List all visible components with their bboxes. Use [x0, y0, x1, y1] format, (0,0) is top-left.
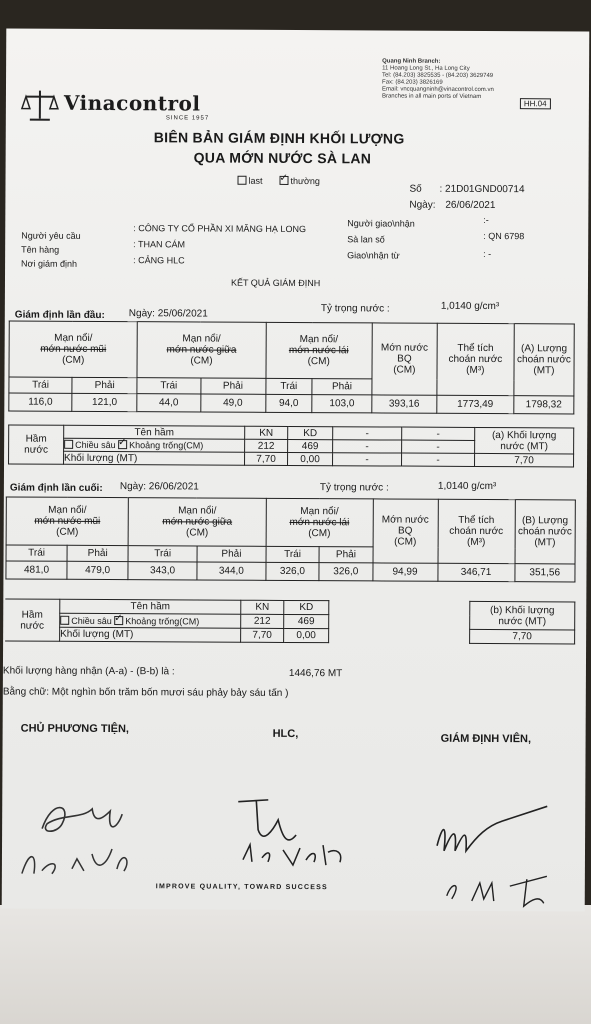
tank-label: Hầm nước — [9, 425, 64, 464]
col-draft-header: Mớn nước BQ (CM) — [372, 323, 437, 395]
dash-cell: - — [402, 440, 475, 453]
company-logo-text: Vinacontrol — [63, 90, 201, 116]
table-cell: 94,99 — [372, 563, 437, 581]
dash-cell: - — [402, 427, 475, 440]
branch-line: Branches in all main ports of Vietnam — [381, 93, 482, 100]
table-cell: 326,0 — [266, 562, 319, 580]
branch-line: Quang Ninh Branch: — [382, 58, 441, 65]
last-water-mass-value: 7,70 — [470, 629, 575, 644]
total-value: 1446,76 MT — [288, 667, 343, 680]
col-mid-header: Mạn nổi/ mớn nước giữa (CM) — [128, 498, 266, 547]
last-density-label: Tỷ trọng nước : — [319, 482, 389, 494]
blank-cell — [397, 629, 470, 643]
blank-cell — [397, 601, 470, 615]
regular-checkbox[interactable] — [279, 176, 288, 185]
result-title: KẾT QUẢ GIÁM ĐỊNH — [230, 277, 321, 289]
table-cell: 1773,49 — [437, 395, 514, 413]
space-checkbox[interactable] — [114, 616, 123, 625]
tank-name-header: Tên hầm — [60, 599, 241, 614]
place-value: : CẢNG HLC — [133, 255, 185, 266]
blank-cell — [329, 601, 398, 615]
right-header: Phải — [319, 547, 372, 563]
space-checkbox[interactable] — [118, 440, 127, 449]
amount-in-words: Bằng chữ: Một nghìn bốn trăm bốn mươi sáu phảy bảy sáu tấn ) — [2, 686, 289, 699]
blank-cell — [329, 629, 398, 643]
right-header: Phải — [197, 546, 266, 562]
tank-name-header: Tên hầm — [64, 425, 245, 439]
col-fwd-header: Mạn nổi/ mớn nước mũi (CM) — [9, 321, 138, 378]
table-cell: 326,0 — [319, 563, 372, 581]
table-cell: 469 — [284, 614, 329, 628]
col-draft-header: Mớn nước BQ (CM) — [373, 499, 438, 563]
scales-logo-icon — [20, 89, 60, 125]
table-cell: 351,56 — [514, 564, 575, 582]
left-header: Trái — [128, 546, 197, 562]
first-draft-table — [8, 320, 574, 414]
right-header: Phải — [200, 378, 265, 394]
left-header: Trái — [9, 377, 72, 393]
so-value: : 21D01GND00714 — [439, 183, 525, 196]
first-inspection-date: Ngày: 25/06/2021 — [128, 308, 208, 320]
tank-label: Hầm nước — [5, 599, 60, 641]
mass-row-label: Khối lượng (MT) — [60, 627, 241, 642]
right-header: Phải — [72, 377, 137, 393]
left-header: Trái — [266, 546, 319, 562]
col-volume-header: Thể tích choán nước (M³) — [438, 499, 515, 563]
depth-checkbox[interactable] — [60, 615, 69, 624]
table-cell: 479,0 — [67, 561, 128, 579]
table-cell: 44,0 — [137, 394, 200, 412]
dash-cell: - — [333, 440, 402, 453]
ngay-value: 26/06/2021 — [445, 199, 496, 212]
col-fwd-header: Mạn nổi/ mớn nước mũi (CM) — [6, 497, 128, 546]
blank-cell — [397, 615, 470, 629]
last-water-mass-label: (b) Khối lượng nước (MT) — [470, 601, 575, 630]
place-label: Nơi giám định — [21, 258, 78, 269]
deliver-label: Người giao\nhận — [347, 218, 415, 229]
mass-row-label: Khối lượng (MT) — [64, 451, 245, 465]
col-volume-header: Thể tích choán nước (M³) — [437, 323, 514, 395]
table-cell: 212 — [241, 614, 284, 628]
first-density-label: Tỷ trọng nước : — [320, 303, 390, 315]
branch-line: 11 Hoang Long St., Ha Long City — [382, 65, 470, 72]
from-label: Giao\nhận từ — [347, 250, 400, 261]
table-cell: 0,00 — [288, 452, 333, 465]
left-header: Trái — [137, 378, 200, 394]
requester-value: : CÔNG TY CỔ PHẦN XI MĂNG HẠ LONG — [133, 223, 306, 235]
right-header: Phải — [67, 545, 128, 561]
form-code: HH.04 — [520, 98, 551, 109]
table-cell: 7,70 — [245, 452, 288, 465]
table-cell: 212 — [245, 439, 288, 452]
col-aft-header: Mạn nổi/ mớn nước lái (CM) — [266, 498, 373, 547]
background-surface — [0, 905, 591, 1024]
deliver-value: :- — [483, 214, 489, 226]
blank-cell — [329, 615, 398, 629]
depth-checkbox[interactable] — [64, 440, 73, 449]
table-cell: 1798,32 — [514, 396, 574, 414]
last-checkbox[interactable] — [237, 176, 246, 185]
table-cell: 7,70 — [241, 628, 284, 642]
barge-label: Sà lan số — [347, 234, 385, 245]
table-cell: 469 — [288, 439, 333, 452]
inspector-signature-label: GIÁM ĐỊNH VIÊN, — [440, 732, 532, 746]
table-cell: 0,00 — [284, 628, 329, 642]
last-tank-table — [5, 598, 575, 644]
table-cell: 116,0 — [9, 393, 72, 411]
table-cell: 346,71 — [437, 563, 514, 581]
dash-cell: - — [333, 453, 402, 466]
doc-title-line1: BIÊN BẢN GIÁM ĐỊNH KHỐI LƯỢNG — [153, 129, 405, 147]
total-label: Khối lượng hàng nhận (A-a) - (B-b) là : — [2, 665, 175, 678]
kd-header: KD — [284, 600, 329, 614]
hlc-signature-icon — [228, 790, 368, 881]
owner-signature-label: CHỦ PHƯƠNG TIỆN, — [20, 722, 130, 736]
left-header: Trái — [265, 378, 312, 394]
company-since: SINCE 1957 — [165, 115, 210, 122]
col-aft-header: Mạn nổi/ mớn nước lái (CM) — [265, 322, 372, 379]
table-cell: 94,0 — [265, 394, 312, 412]
document-sheet — [2, 28, 590, 911]
table-cell: 393,16 — [372, 395, 437, 413]
option-regular[interactable]: ✓ thường — [279, 176, 320, 186]
branch-line: Tel: (84.203) 3825535 - (84.203) 3629749 — [382, 72, 494, 80]
hlc-signature-label: HLC, — [272, 727, 299, 741]
first-inspection-label: Giám định lần đầu: — [14, 309, 105, 321]
table-cell: 481,0 — [6, 561, 67, 579]
branch-line: Fax: (84.203) 3826169 — [382, 79, 443, 86]
last-inspection-label: Giám định lần cuối: — [9, 482, 103, 494]
last-density-value: 1,0140 g/cm³ — [437, 480, 497, 493]
table-cell: 343,0 — [128, 562, 197, 580]
barge-value: : QN 6798 — [483, 230, 525, 242]
right-header: Phải — [312, 379, 372, 395]
table-cell: 103,0 — [312, 395, 372, 413]
table-cell: 344,0 — [197, 562, 266, 580]
kn-header: KN — [241, 600, 284, 614]
first-water-mass-value: 7,70 — [475, 453, 574, 467]
goods-label: Tên hàng — [21, 244, 60, 255]
branch-info — [382, 58, 494, 101]
ngay-label: Ngày: — [409, 199, 436, 211]
depth-space-cell: Chiều sâu ✓ Khoảng trống(CM) — [60, 613, 241, 628]
so-label: Số — [409, 183, 422, 195]
col-mid-header: Mạn nổi/ mớn nước giữa (CM) — [137, 322, 266, 379]
col-mass-header: (A) Lượng choán nước (MT) — [514, 324, 575, 396]
option-last[interactable]: last — [237, 176, 262, 186]
dash-cell: - — [333, 427, 402, 440]
table-cell: 121,0 — [72, 393, 137, 411]
company-slogan: IMPROVE QUALITY, TOWARD SUCCESS — [155, 883, 328, 892]
first-density-value: 1,0140 g/cm³ — [440, 300, 500, 313]
table-cell: 49,0 — [200, 394, 265, 412]
kd-header: KD — [288, 426, 333, 439]
first-tank-table — [8, 424, 574, 467]
doc-title-line2: QUA MỚN NƯỚC SÀ LAN — [193, 149, 372, 167]
left-header: Trái — [6, 545, 67, 561]
goods-value: : THAN CÁM — [133, 239, 186, 250]
kn-header: KN — [245, 426, 288, 439]
first-water-mass-label: (a) Khối lượng nước (MT) — [475, 427, 574, 454]
branch-line: Email: vncquangninh@vinacontrol.com.vn — [381, 86, 494, 94]
inspector-signature-icon — [422, 791, 573, 922]
last-inspection-date: Ngày: 26/06/2021 — [119, 481, 199, 493]
from-value: : - — [483, 248, 492, 260]
depth-space-cell: Chiều sâu ✓ Khoảng trống(CM) — [64, 438, 245, 452]
dash-cell: - — [402, 453, 475, 466]
owner-signature-icon — [12, 779, 153, 890]
col-mass-header: (B) Lượng choán nước (MT) — [515, 500, 576, 564]
requester-label: Người yêu cầu — [21, 230, 81, 241]
last-draft-table — [5, 496, 575, 582]
